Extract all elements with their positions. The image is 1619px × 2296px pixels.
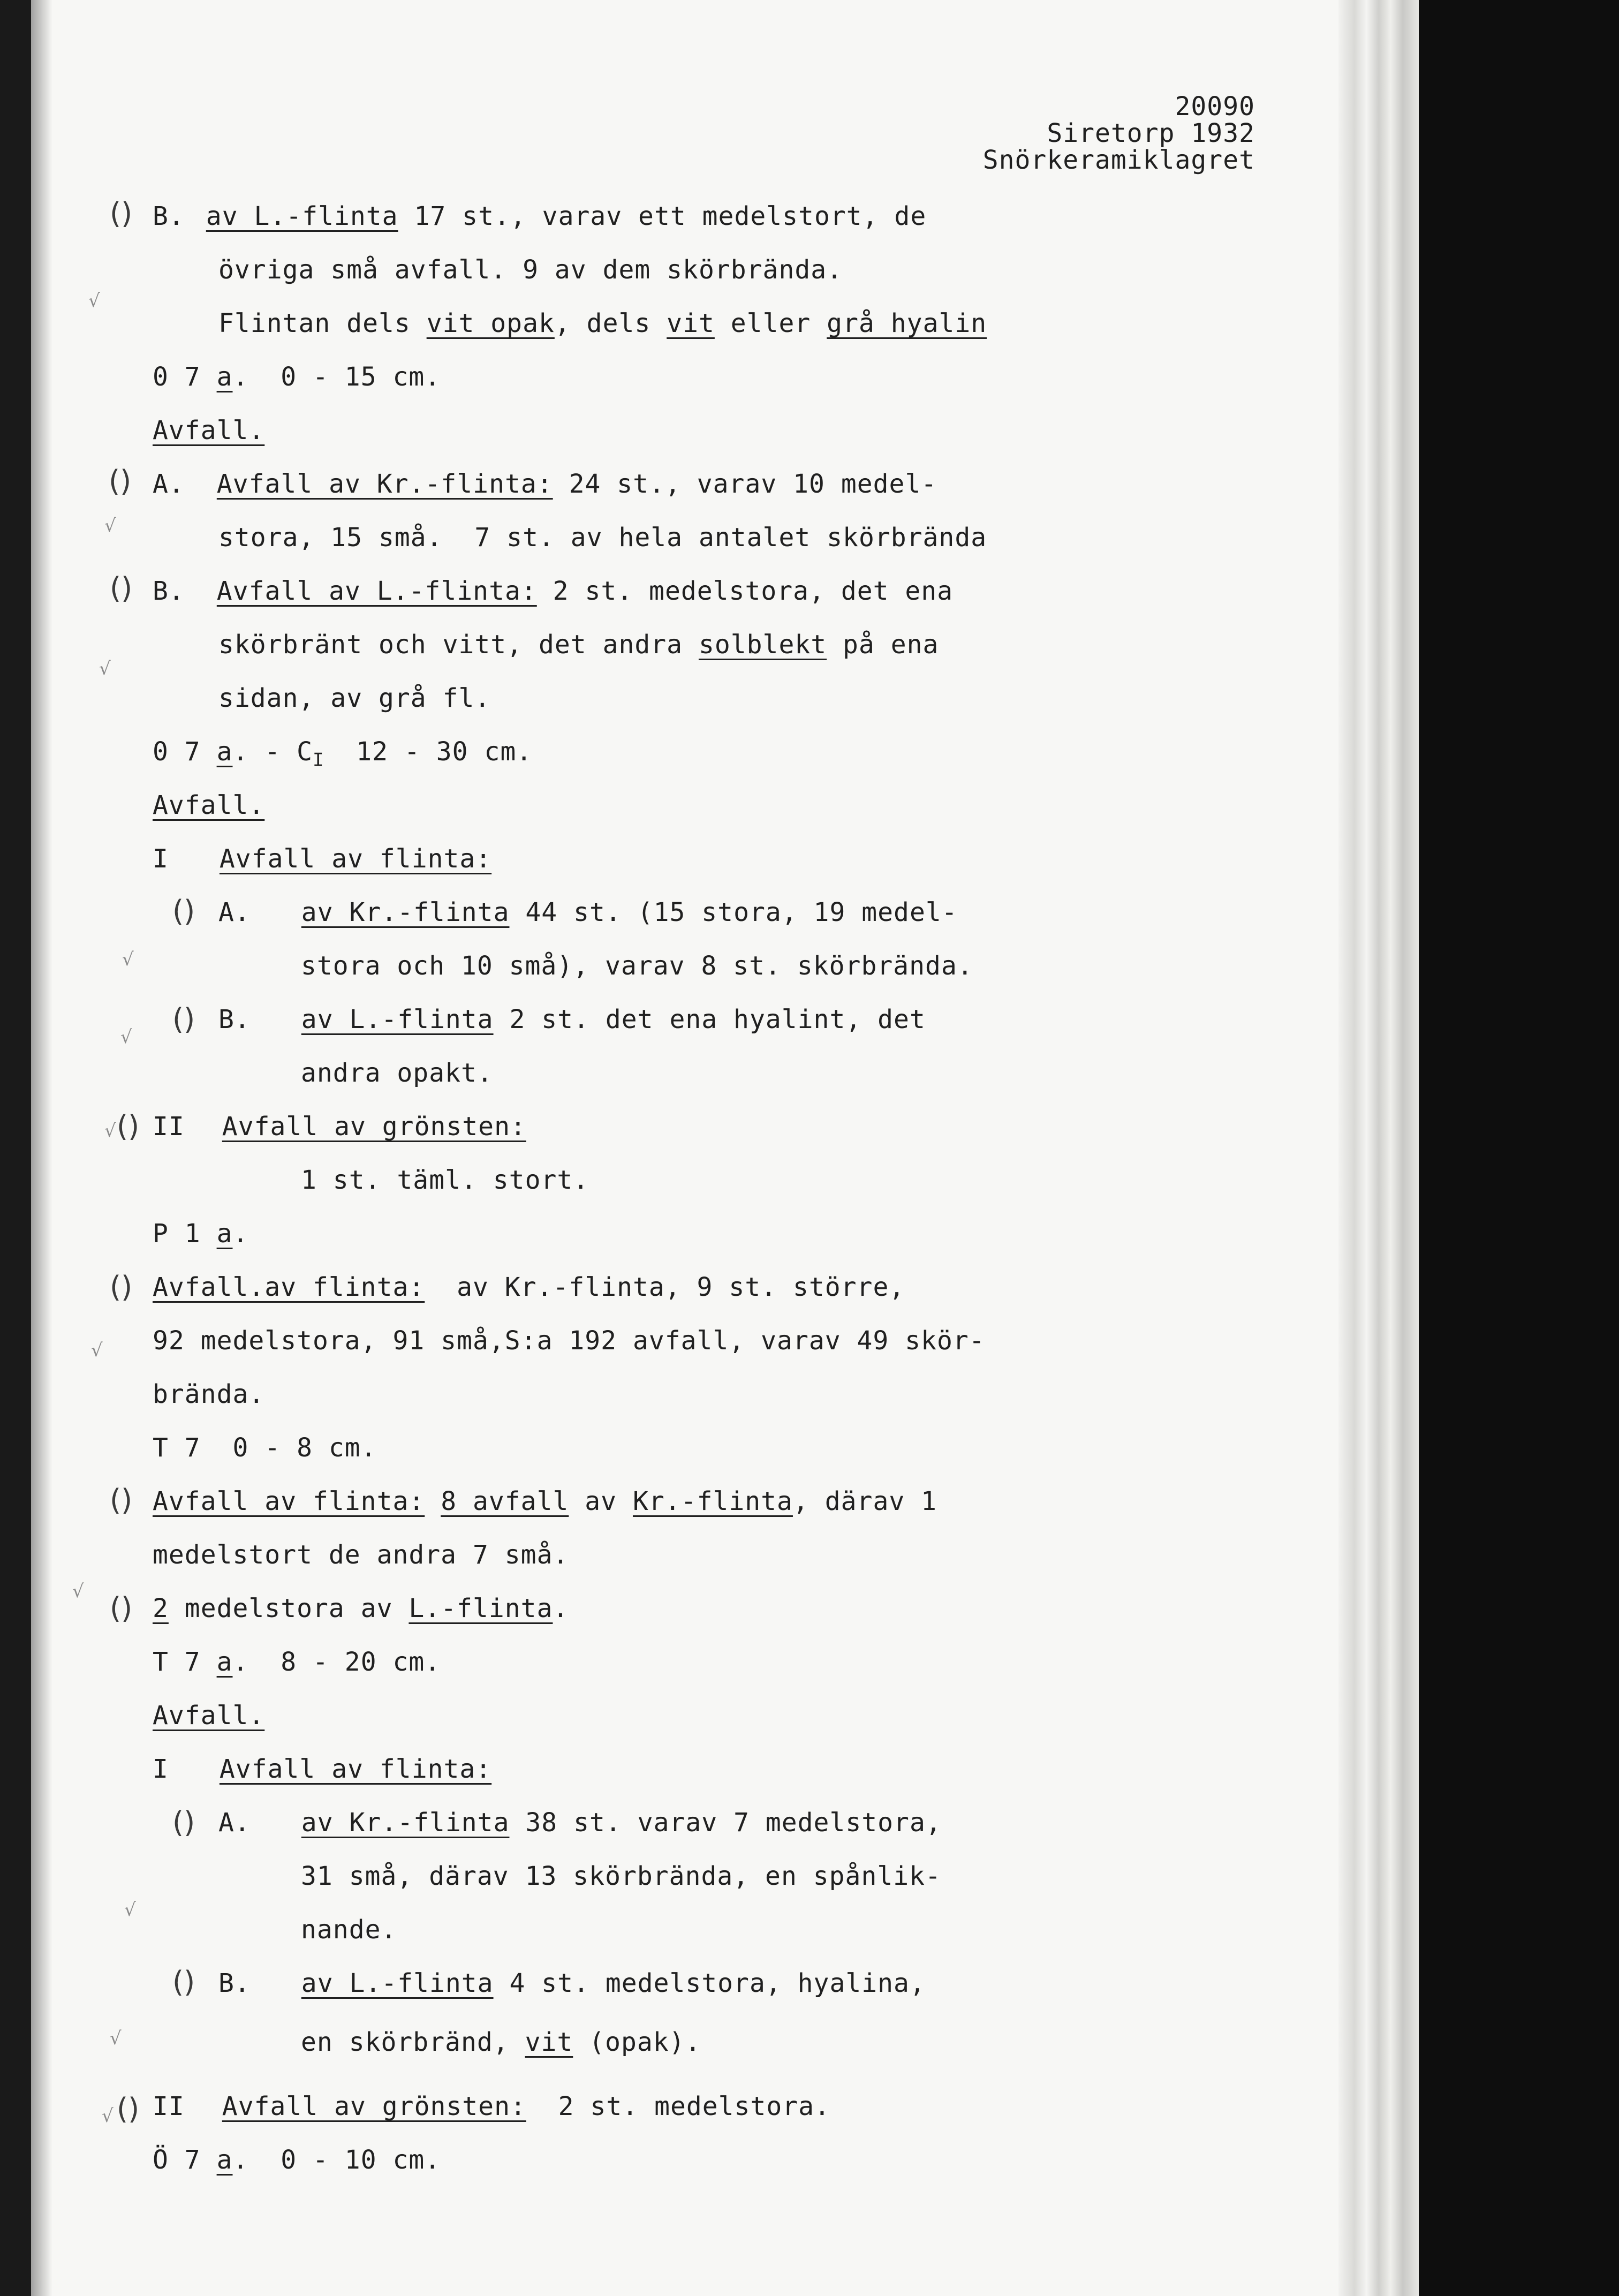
text-line: 2 medelstora av L.-flinta.: [153, 1593, 569, 1623]
text-line: A. av Kr.-flinta 38 st. varav 7 medelstora,: [218, 1808, 942, 1838]
text-line: B. av L.-flinta 2 st. det ena hyalint, det: [218, 1004, 926, 1034]
layer-depth-heading: 0 7 a. - $C_I$ 12 - 30 cm.: [153, 737, 533, 771]
text-line: medelstort de andra 7 små.: [153, 1540, 569, 1570]
layer-depth-heading: Ö 7 a. 0 - 10 cm.: [153, 2145, 441, 2175]
text-line: Avfall.av flinta: av Kr.-flinta, 9 st. större,: [153, 1272, 905, 1302]
text-line: övriga små avfall. 9 av dem skörbrända.: [218, 255, 843, 285]
section-heading: Avfall.: [153, 790, 265, 820]
text-line: Flintan dels vit opak, dels vit eller grå hyalin: [218, 308, 987, 338]
margin-tick-mark: √: [88, 290, 100, 312]
text-line: 31 små, därav 13 skörbrända, en spånlik-: [301, 1861, 941, 1891]
margin-circle-mark: (): [172, 1002, 195, 1036]
margin-tick-mark: √: [72, 1581, 84, 1602]
layer-name: Snörkeramiklagret: [982, 145, 1255, 175]
page-stack-edge: [1338, 0, 1419, 2296]
text-line: A. Avfall av Kr.-flinta: 24 st., varav 10 medel-: [153, 469, 937, 499]
layer-depth-heading: 0 7 a. 0 - 15 cm.: [153, 362, 441, 392]
text-line: I Avfall av flinta:: [153, 1754, 492, 1784]
margin-circle-mark: (): [110, 1591, 133, 1625]
margin-tick-mark: √: [91, 1340, 103, 1361]
margin-circle-mark: (): [110, 571, 133, 605]
text-line: brända.: [153, 1379, 265, 1409]
text-line: stora och 10 små), varav 8 st. skörbrända.: [301, 951, 973, 981]
text-line: Avfall av flinta: 8 avfall av Kr.-flinta, därav 1: [153, 1486, 937, 1516]
text-line: sidan, av grå fl.: [218, 683, 491, 713]
text-line: 92 medelstora, 91 små,S:a 192 avfall, varav 49 skör-: [153, 1326, 985, 1356]
margin-circle-mark: (): [172, 1806, 195, 1839]
margin-circle-mark: (): [117, 2092, 140, 2126]
layer-depth-heading: T 7 0 - 8 cm.: [153, 1433, 377, 1463]
section-heading: Avfall.: [153, 1701, 265, 1731]
margin-circle-mark: (): [110, 1270, 133, 1304]
text-line: II Avfall av grönsten:: [153, 1112, 526, 1142]
text-line: B. av L.-flinta 4 st. medelstora, hyalina,: [218, 1968, 926, 1998]
site-year: Siretorp 1932: [1047, 118, 1255, 148]
text-line: I Avfall av flinta:: [153, 844, 492, 874]
text-line: andra opakt.: [301, 1058, 493, 1088]
text-line: B. av L.-flinta 17 st., varav ett medelstort, de: [153, 201, 927, 231]
margin-circle-mark: (): [110, 197, 133, 230]
margin-tick-mark: √: [104, 515, 116, 537]
text-line: skörbränt och vitt, det andra solblekt på ena: [218, 630, 939, 660]
margin-tick-mark: √: [102, 2105, 114, 2127]
text-line: en skörbränd, vit (opak).: [301, 2027, 701, 2057]
text-line: stora, 15 små. 7 st. av hela antalet skörbrända: [218, 523, 987, 553]
margin-circle-mark: (): [172, 894, 195, 928]
margin-circle-mark: (): [109, 464, 132, 498]
section-heading: Avfall.: [153, 416, 265, 445]
margin-circle-mark: (): [172, 1965, 195, 1999]
margin-tick-mark: √: [122, 949, 134, 970]
text-line: II Avfall av grönsten: 2 st. medelstora.: [153, 2091, 830, 2121]
margin-circle-mark: (): [110, 1483, 133, 1517]
layer-depth-heading: P 1 a.: [153, 1219, 249, 1249]
text-line: B. Avfall av L.-flinta: 2 st. medelstora, det ena: [153, 576, 954, 606]
text-line: nande.: [301, 1915, 397, 1945]
margin-tick-mark: √: [104, 1120, 116, 1142]
margin-circle-mark: (): [117, 1109, 140, 1143]
text-line: 1 st. täml. stort.: [301, 1165, 589, 1195]
archive-number: 20090: [1175, 92, 1255, 122]
margin-tick-mark: √: [110, 2028, 122, 2049]
margin-tick-mark: √: [120, 1026, 132, 1048]
layer-depth-heading: T 7 a. 8 - 20 cm.: [153, 1647, 441, 1677]
scan-background: [1419, 0, 1619, 2296]
page-gutter-shadow: [31, 0, 52, 2296]
text-line: A. av Kr.-flinta 44 st. (15 stora, 19 medel-: [218, 897, 958, 927]
margin-tick-mark: √: [99, 658, 111, 679]
document-page: [31, 0, 1370, 2296]
margin-tick-mark: √: [124, 1899, 136, 1921]
